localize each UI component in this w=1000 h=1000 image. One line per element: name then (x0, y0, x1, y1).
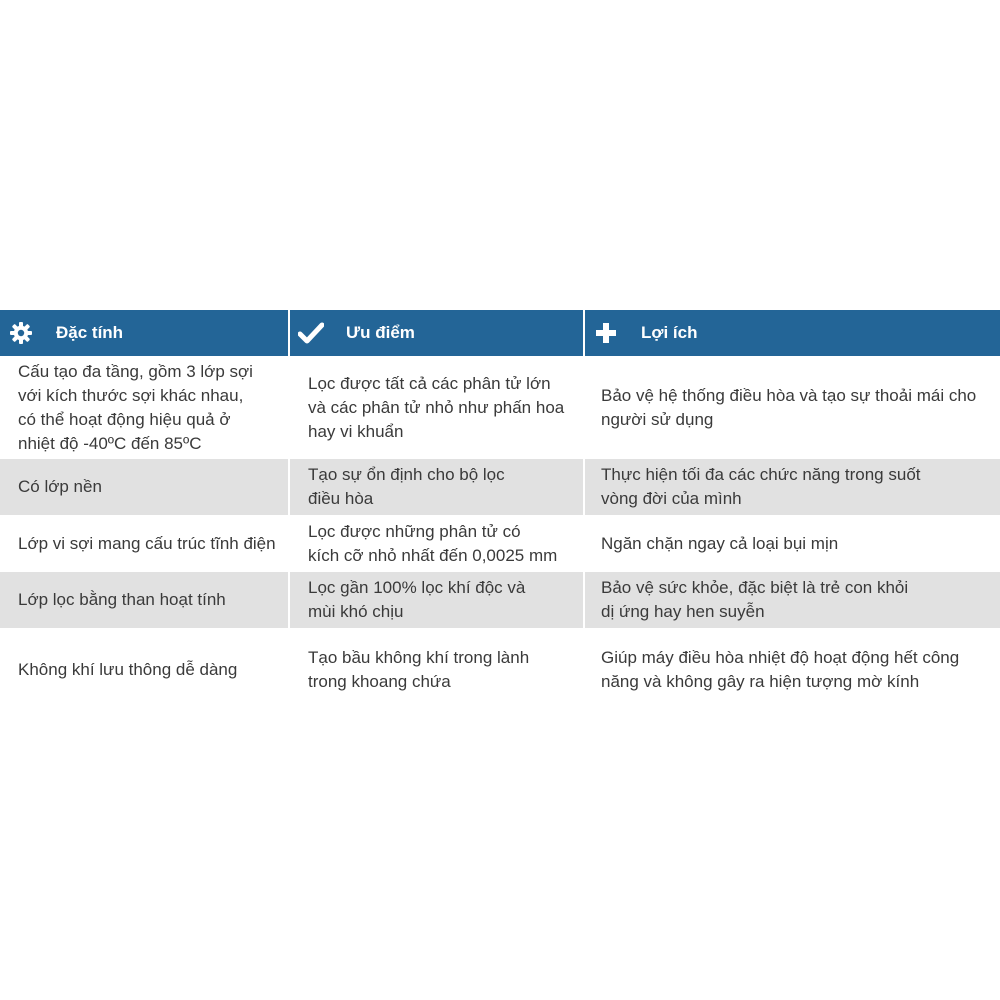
advantage-line: mùi khó chịu (308, 602, 404, 621)
header-advantage-label: Ưu điểm (346, 323, 415, 342)
header-feature-label: Đặc tính (56, 323, 124, 342)
header-benefit-label: Lợi ích (641, 323, 698, 342)
gear-icon (0, 310, 42, 356)
header-advantage (290, 310, 585, 356)
table-row (0, 571, 1000, 628)
checkmark-icon (290, 310, 332, 356)
benefit-line: người sử dụng (601, 409, 714, 429)
advantage-line: Tạo bầu không khí trong lành (308, 648, 530, 667)
benefit-cell (585, 516, 1000, 571)
header-benefit (585, 310, 1000, 356)
advantage-cell (290, 629, 585, 711)
advantage-line: điều hòa (308, 489, 374, 508)
feature-cell (0, 357, 290, 458)
advantage-line: hay vi khuẩn (308, 421, 404, 441)
benefit-line: Thực hiện tối đa các chức năng trong suốt (601, 465, 921, 484)
feature-line: Cấu tạo đa tầng, gồm 3 lớp sợi (18, 361, 253, 381)
advantage-cell (290, 572, 585, 628)
feature-line: có thể hoạt động hiệu quả ở (18, 409, 231, 429)
benefit-line: Giúp máy điều hòa nhiệt độ hoạt động hết công (601, 648, 960, 667)
advantage-line: kích cỡ nhỏ nhất đến 0,0025 mm (308, 545, 558, 565)
benefit-line: Bảo vệ sức khỏe, đặc biệt là trẻ con khỏi (601, 578, 909, 597)
advantage-line: và các phân tử nhỏ như phấn hoa (308, 397, 565, 417)
feature-line: Không khí lưu thông dễ dàng (18, 660, 238, 679)
feature-line: nhiệt độ -40ºC đến 85ºC (18, 433, 202, 453)
benefit-line: Bảo vệ hệ thống điều hòa và tạo sự thoải mái cho (601, 385, 977, 405)
advantage-cell (290, 459, 585, 515)
advantage-cell (290, 516, 585, 571)
advantage-line: Tạo sự ổn định cho bộ lọc (308, 465, 505, 484)
plus-icon (585, 310, 627, 356)
benefit-cell (585, 459, 1000, 515)
feature-cell (0, 629, 290, 711)
benefit-cell (585, 357, 1000, 458)
feature-cell (0, 459, 290, 515)
table-row (0, 356, 1000, 458)
advantage-line: Lọc gần 100% lọc khí độc và (308, 578, 526, 597)
benefit-line: vòng đời của mình (601, 489, 742, 508)
advantage-line: trong khoang chứa (308, 672, 451, 691)
feature-line: Lớp vi sợi mang cấu trúc tĩnh điện (18, 533, 276, 553)
feature-cell (0, 572, 290, 628)
header-feature (0, 310, 290, 356)
benefit-cell (585, 629, 1000, 711)
feature-cell (0, 516, 290, 571)
table-header (0, 310, 1000, 356)
feature-line: với kích thước sợi khác nhau, (18, 385, 244, 405)
advantage-line: Lọc được tất cả các phân tử lớn (308, 373, 551, 393)
feature-line: Lớp lọc bằng than hoạt tính (18, 590, 226, 609)
table-row (0, 458, 1000, 515)
table-row (0, 628, 1000, 711)
benefit-line: dị ứng hay hen suyễn (601, 602, 765, 621)
benefit-line: năng và không gây ra hiện tượng mờ kính (601, 672, 920, 691)
benefit-line: Ngăn chặn ngay cả loại bụi mịn (601, 533, 839, 553)
table-row (0, 515, 1000, 571)
benefit-cell (585, 572, 1000, 628)
advantage-cell (290, 357, 585, 458)
feature-line: Có lớp nền (18, 477, 102, 496)
comparison-table (0, 310, 1000, 711)
advantage-line: Lọc được những phân tử có (308, 521, 521, 541)
